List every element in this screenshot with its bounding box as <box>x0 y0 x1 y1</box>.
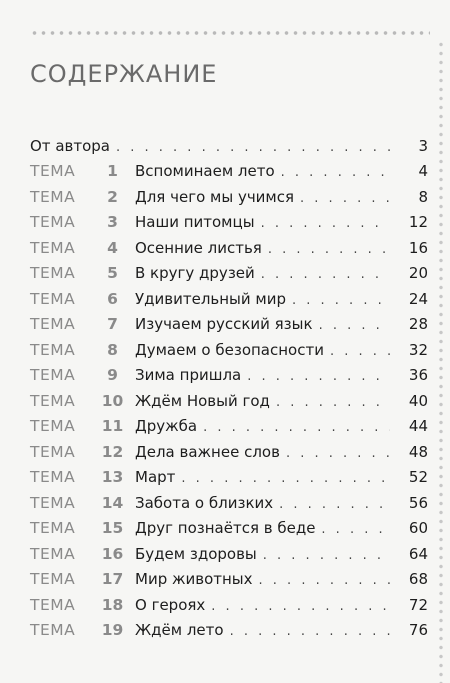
theme-label: ТЕМА <box>30 391 76 410</box>
table-of-contents <box>30 133 428 643</box>
theme-number: 10 <box>101 391 124 410</box>
theme-label: ТЕМА <box>30 366 76 385</box>
toc-page-number: 64 <box>408 544 428 563</box>
toc-page-number: 76 <box>408 621 428 640</box>
theme-label: ТЕМА <box>30 315 76 334</box>
theme-number: 18 <box>101 595 124 614</box>
toc-page-number: 52 <box>408 468 428 487</box>
theme-number: 13 <box>101 468 124 487</box>
toc-row[interactable] <box>30 235 428 261</box>
toc-row[interactable] <box>30 312 428 338</box>
toc-page-number: 36 <box>408 366 428 385</box>
theme-number: 4 <box>107 238 118 257</box>
theme-label: ТЕМА <box>30 289 76 308</box>
toc-row[interactable] <box>30 439 428 465</box>
theme-number: 11 <box>101 417 124 436</box>
theme-label: ТЕМА <box>30 264 76 283</box>
toc-row[interactable] <box>30 261 428 287</box>
toc-page-number: 12 <box>408 213 428 232</box>
dot-leader <box>259 573 390 588</box>
dotted-border-right <box>438 40 444 683</box>
theme-title: Для чего мы учимся <box>135 187 295 206</box>
theme-title: Друг познаётся в беде <box>135 519 316 538</box>
toc-intro-label: От автора <box>30 136 110 155</box>
toc-page-number: 16 <box>408 238 428 257</box>
dot-leader <box>279 497 390 512</box>
theme-label: ТЕМА <box>30 187 76 206</box>
toc-intro-entry <box>30 137 400 155</box>
theme-number: 9 <box>107 366 118 385</box>
toc-page-number: 48 <box>408 442 428 461</box>
theme-title: Зима пришла <box>135 366 242 385</box>
theme-label: ТЕМА <box>30 238 76 257</box>
dot-leader <box>321 522 390 537</box>
dot-leader <box>203 420 390 435</box>
theme-label: ТЕМА <box>30 621 76 640</box>
dot-leader <box>261 267 390 282</box>
theme-title: Думаем о безопасности <box>135 340 324 359</box>
toc-row[interactable] <box>30 286 428 312</box>
theme-title: Вспоминаем лето <box>135 162 275 181</box>
theme-title: Мир животных <box>135 570 253 589</box>
theme-label: ТЕМА <box>30 595 76 614</box>
page-title: СОДЕРЖАНИЕ <box>30 60 218 88</box>
toc-row[interactable] <box>30 363 428 389</box>
dot-leader <box>330 344 390 359</box>
theme-label: ТЕМА <box>30 340 76 359</box>
toc-row[interactable] <box>30 414 428 440</box>
theme-title: О героях <box>135 595 206 614</box>
toc-row[interactable] <box>30 516 428 542</box>
theme-number: 6 <box>107 289 118 308</box>
dot-leader <box>247 369 390 384</box>
theme-title: Удивительный мир <box>135 289 286 308</box>
theme-number: 7 <box>107 315 118 334</box>
theme-number: 5 <box>107 264 118 283</box>
theme-title: Дела важнее слов <box>135 442 280 461</box>
toc-page-number: 40 <box>408 391 428 410</box>
dot-leader <box>286 446 390 461</box>
toc-page-number: 20 <box>408 264 428 283</box>
theme-number: 17 <box>101 570 124 589</box>
toc-row[interactable] <box>30 541 428 567</box>
theme-title: Забота о близких <box>135 493 274 512</box>
toc-page-number: 28 <box>408 315 428 334</box>
dot-leader <box>116 140 390 155</box>
dot-leader <box>263 548 390 563</box>
theme-number: 8 <box>107 340 118 359</box>
toc-page-number: 56 <box>408 493 428 512</box>
toc-row[interactable] <box>30 337 428 363</box>
dot-leader <box>300 191 390 206</box>
toc-page-number: 3 <box>418 136 428 155</box>
theme-title: Осенние листья <box>135 238 262 257</box>
toc-page-number: 44 <box>408 417 428 436</box>
theme-title: Ждём лето <box>135 621 224 640</box>
theme-number: 2 <box>107 187 118 206</box>
theme-number: 15 <box>101 519 124 538</box>
theme-title: Дружба <box>135 417 198 436</box>
theme-label: ТЕМА <box>30 519 76 538</box>
toc-row[interactable] <box>30 618 428 644</box>
theme-title: Март <box>135 468 176 487</box>
toc-page-number: 60 <box>408 519 428 538</box>
toc-page-number: 4 <box>418 162 428 181</box>
toc-row[interactable] <box>30 567 428 593</box>
theme-label: ТЕМА <box>30 468 76 487</box>
toc-row[interactable] <box>30 592 428 618</box>
toc-page-number: 8 <box>418 187 428 206</box>
theme-label: ТЕМА <box>30 493 76 512</box>
theme-title: Будем здоровы <box>135 544 257 563</box>
theme-number: 16 <box>101 544 124 563</box>
toc-page-number: 72 <box>408 595 428 614</box>
dot-leader <box>292 293 390 308</box>
theme-label: ТЕМА <box>30 417 76 436</box>
dot-leader <box>268 242 390 257</box>
toc-row[interactable] <box>30 490 428 516</box>
toc-page-number: 24 <box>408 289 428 308</box>
theme-number: 1 <box>107 162 118 181</box>
dot-leader <box>276 395 390 410</box>
dot-leader <box>261 216 390 231</box>
dot-leader <box>211 599 390 614</box>
toc-row[interactable] <box>30 210 428 236</box>
toc-row[interactable] <box>30 465 428 491</box>
dot-leader <box>281 165 390 180</box>
toc-row[interactable] <box>30 184 428 210</box>
toc-page-number: 68 <box>408 570 428 589</box>
theme-number: 12 <box>101 442 124 461</box>
theme-label: ТЕМА <box>30 442 76 461</box>
theme-label: ТЕМА <box>30 162 76 181</box>
theme-title: Изучаем русский язык <box>135 315 313 334</box>
dot-leader <box>181 471 390 486</box>
dotted-border-top <box>30 30 430 36</box>
theme-number: 3 <box>107 213 118 232</box>
toc-row[interactable] <box>30 388 428 414</box>
theme-title: Ждём Новый год <box>135 391 270 410</box>
theme-label: ТЕМА <box>30 213 76 232</box>
theme-title: Наши питомцы <box>135 213 255 232</box>
theme-label: ТЕМА <box>30 570 76 589</box>
dot-leader <box>319 318 390 333</box>
theme-number: 19 <box>101 621 124 640</box>
theme-title: В кругу друзей <box>135 264 255 283</box>
theme-number: 14 <box>101 493 124 512</box>
theme-label: ТЕМА <box>30 544 76 563</box>
toc-row-intro[interactable] <box>30 133 428 159</box>
dot-leader <box>230 624 390 639</box>
toc-page-number: 32 <box>408 340 428 359</box>
toc-row[interactable] <box>30 159 428 185</box>
